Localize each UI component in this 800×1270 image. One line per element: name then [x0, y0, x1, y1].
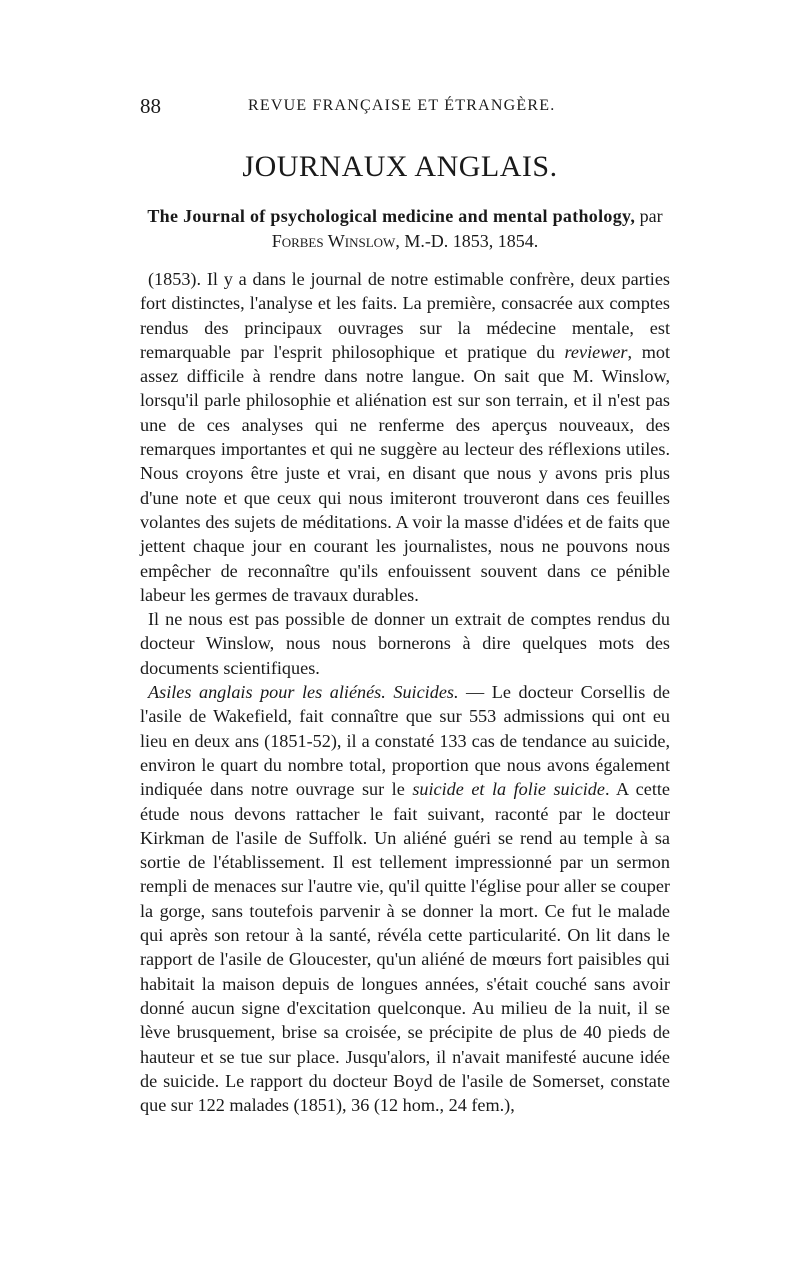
citation-by: par — [635, 206, 663, 226]
paragraph-3-text-a: — Le docteur Corsellis de l'asile de Wakefield, fait connaître que sur 553 admissions qui ont eu lieu en deux ans (1851-52), il a constaté 133 cas de tendance au suicide, environ le quart du nombre total, proportion que nous avons également indiquée dans notre ouvrage sur le — [140, 682, 670, 800]
article-body — [140, 267, 670, 1117]
reviewer-term: reviewer — [564, 341, 628, 362]
paragraph-1-text-b: , mot assez difficile à rendre dans notre langue. On sait que M. Winslow, lorsqu'il parle philosophie et aliénation est sur son terrain, et il n'est pas une de ces analyses qui ne renferme des aperçus nouveaux, des remarques importantes et qui ne suggère au lecteur des réflexions utiles. Nous croyons être juste et vrai, en disant que nous y avons pris plus d'une note et que ceux qui nous imiteront trouveront dans ces feuilles volantes des sujets de méditations. A voir la masse d'idées et de faits que jettent chaque jour en courant les journalistes, nous ne pouvons nous empêcher de reconnaître qu'ils enfouissent souvent dans ce pénible labeur les germes de travaux durables. — [140, 341, 670, 605]
running-title: REVUE FRANÇAISE ET ÉTRANGÈRE. — [248, 97, 556, 114]
section-title: JOURNAUX ANGLAIS. — [242, 150, 558, 183]
page-header — [140, 94, 670, 124]
paragraph-3 — [140, 680, 670, 1117]
citation-author: Forbes Winslow — [271, 231, 396, 251]
paragraph-1 — [140, 267, 670, 607]
citation — [140, 204, 670, 254]
journal-title: The Journal of psychological medicine and mental pathology, — [147, 206, 636, 226]
paragraph-2: Il ne nous est pas possible de donner un extrait de comptes rendus du docteur Winslow, nous nous bornerons à dire quelques mots des documents scientifiques. — [140, 609, 670, 678]
book-title: suicide et la folie suicide — [412, 779, 605, 800]
citation-details: , M.-D. 1853, 1854. — [395, 231, 539, 251]
paragraph-3-text-b: . A cette étude nous devons rattacher le fait suivant, raconté par le docteur Kirkman de l'asile de Suffolk. Un aliéné guéri se rend au temple à sa sortie de l'établissement. Il est tellement impressionné par un sermon rempli de menaces sur l'autre vie, qu'il quitte l'église pour aller se couper la gorge, sans toutefois parvenir à se donner la mort. Ce fut le malade qui après son retour à la santé, révéla cette particularité. On lit dans le rapport de l'asile de Gloucester, qu'un aliéné de mœurs fort paisibles qui habitait la maison depuis de longues années, s'était couché sans avoir donné aucun signe d'excitation quelconque. Au milieu de la nuit, il se lève brusquement, brise sa croisée, se précipite de plus de 40 pieds de hauteur et se tue sur place. Jusqu'alors, il n'avait manifesté aucune idée de suicide. Le rapport du docteur Boyd de l'asile de Somerset, constate que sur 122 malades (1851), 36 (12 hom., 24 fem.), — [140, 779, 670, 1116]
page-number: 88 — [140, 94, 161, 118]
paragraph-3-heading: Asiles anglais pour les aliénés. Suicides. — [148, 682, 459, 703]
paragraph-1-text-a: (1853). Il y a dans le journal de notre estimable confrère, deux parties fort distinctes, l'analyse et les faits. La première, consacrée aux comptes rendus des principaux ouvrages sur la médecine mentale, est remarquable par l'esprit philosophique et pratique du — [140, 269, 670, 362]
